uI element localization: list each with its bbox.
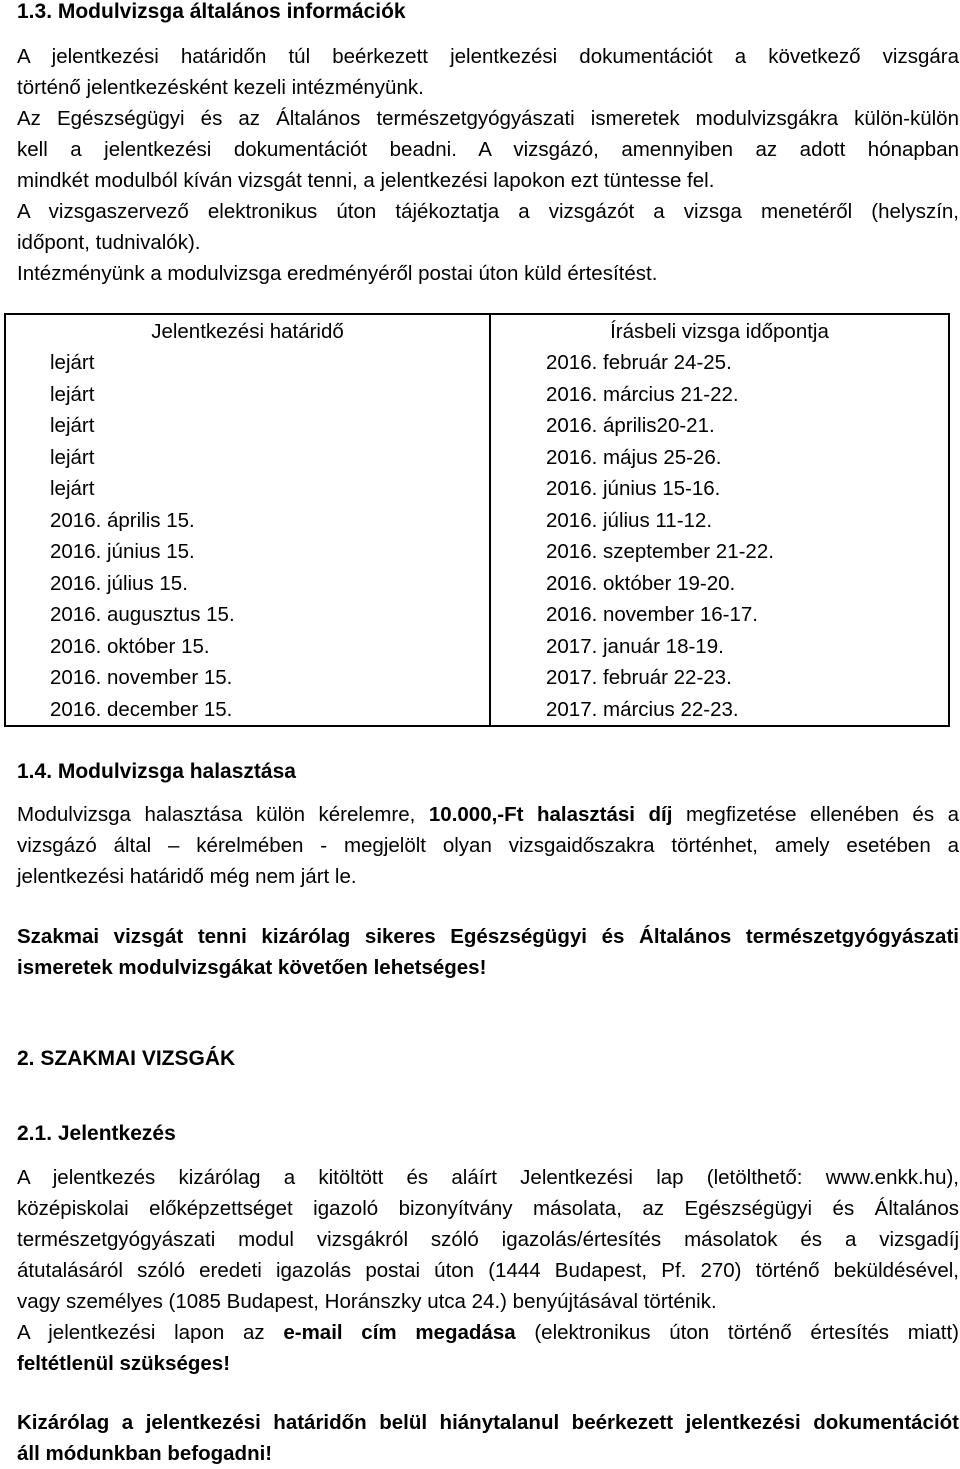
text-line: mindkét modulból kíván vizsgát tenni, a jelentkezési lapokon ezt tüntesse fel. [17,169,715,192]
exam-date-cell: 2016. október 19-20. [490,568,949,600]
text-line: átutalásáról szóló eredeti igazolás postai úton (1444 Budapest, Pf. 270) történő beküldésével, [17,1259,959,1282]
table-row [5,694,949,727]
exam-date-cell: 2016. július 11-12. [490,505,949,537]
text-line: természetgyógyászati modul vizsgákról szóló igazolás/értesítés másolatok és a vizsgadíj [17,1228,959,1251]
exam-schedule-table [4,313,950,727]
text-line: történő jelentkezésként kezeli intézményünk. [17,76,424,99]
text-line: középiskolai előképzettséget igazoló bizonyítvány másolata, az Egészségügyi és Általános [17,1197,959,1220]
section-1-4-heading: 1.4. Modulvizsga halasztása [17,760,296,783]
exam-date-cell: 2016. június 15-16. [490,473,949,505]
text-line: vagy személyes (1085 Budapest, Horánszky utca 24.) benyújtásával történik. [17,1290,717,1313]
text-line: A jelentkezési határidőn túl beérkezett jelentkezési dokumentációt a következő vizsgára [17,45,959,68]
table-row [5,347,949,379]
column-header-deadline: Jelentkezési határidő [5,314,490,347]
deadline-cell: 2016. december 15. [5,694,490,727]
deadline-cell: 2016. november 15. [5,662,490,694]
exam-date-cell: 2017. február 22-23. [490,662,949,694]
deadline-cell: 2016. április 15. [5,505,490,537]
text-line: időpont, tudnivalók). [17,231,201,254]
text-line: vizsgázó által – kérelmében - megjelölt olyan vizsgaidőszakra történhet, amely esetében a [17,834,959,857]
table-header-row [5,314,949,347]
table-row [5,473,949,505]
section-1-3-heading: 1.3. Modulvizsga általános információk [17,0,406,23]
deadline-cell: lejárt [5,347,490,379]
text-line: ismeretek modulvizsgákat követően lehetséges! [17,956,487,979]
text-line: jelentkezési határidő még nem járt le. [17,865,357,888]
section-2-1-paragraph [17,1162,959,1379]
text-run: Modulvizsga halasztása külön kérelemre, [17,803,429,826]
postponement-fee: 10.000,-Ft halasztási díj [428,803,673,826]
table-row [5,442,949,474]
deadline-cell: lejárt [5,410,490,442]
deadline-cell: 2016. október 15. [5,631,490,663]
text-line: kell a jelentkezési dokumentációt beadni. A vizsgázó, amennyiben az adott hónapban [17,138,959,161]
text-line: A jelentkezés kizárólag a kitöltött és aláírt Jelentkezési lap (letölthető: www.enkk.hu), [17,1166,959,1189]
table-row [5,599,949,631]
table-row [5,379,949,411]
exam-date-cell: 2017. január 18-19. [490,631,949,663]
text-line [17,1317,959,1348]
text-line [17,799,959,830]
section-1-4-notice [17,921,959,983]
deadline-cell: lejárt [5,473,490,505]
text-line: Szakmai vizsgát tenni kizárólag sikeres Egészségügyi és Általános természetgyógyászati [17,925,959,948]
exam-date-cell: 2016. február 24-25. [490,347,949,379]
deadline-cell: 2016. július 15. [5,568,490,600]
text-run: megfizetése ellenében és a [672,803,960,826]
exam-date-cell: 2016. április20-21. [490,410,949,442]
text-run: (elektronikus úton történő értesítés miatt) [515,1321,960,1344]
table-row [5,662,949,694]
text-line: A vizsgaszervező elektronikus úton tájékoztatja a vizsgázót a vizsga menetéről (helyszín, [17,200,959,223]
text-run: A jelentkezési lapon az [17,1321,284,1344]
deadline-cell: lejárt [5,442,490,474]
text-line: feltétlenül szükséges! [17,1352,231,1375]
exam-date-cell: 2017. március 22-23. [490,694,949,727]
text-line: Kizárólag a jelentkezési határidőn belül hiánytalanul beérkezett jelentkezési dokumentációt [17,1411,959,1434]
deadline-cell: 2016. június 15. [5,536,490,568]
table-row [5,410,949,442]
column-header-exam-date: Írásbeli vizsga időpontja [490,314,949,347]
table-row [5,631,949,663]
table-row [5,505,949,537]
exam-date-cell: 2016. szeptember 21-22. [490,536,949,568]
section-1-4-paragraph [17,799,959,892]
table-row [5,536,949,568]
exam-date-cell: 2016. május 25-26. [490,442,949,474]
deadline-cell: 2016. augusztus 15. [5,599,490,631]
text-line: Az Egészségügyi és az Általános természetgyógyászati ismeretek modulvizsgákra külön-külön [17,107,959,130]
deadline-cell: lejárt [5,379,490,411]
text-line: Intézményünk a modulvizsga eredményéről postai úton küld értesítést. [17,262,658,285]
exam-date-cell: 2016. március 21-22. [490,379,949,411]
table-row [5,568,949,600]
exam-date-cell: 2016. november 16-17. [490,599,949,631]
text-line: áll módunkban befogadni! [17,1442,273,1465]
section-2-1-notice [17,1407,959,1469]
section-2-heading: 2. SZAKMAI VIZSGÁK [17,1047,236,1070]
email-requirement: e-mail cím megadása [283,1321,516,1344]
section-2-1-heading: 2.1. Jelentkezés [17,1122,176,1145]
section-1-3-paragraph [17,41,959,289]
